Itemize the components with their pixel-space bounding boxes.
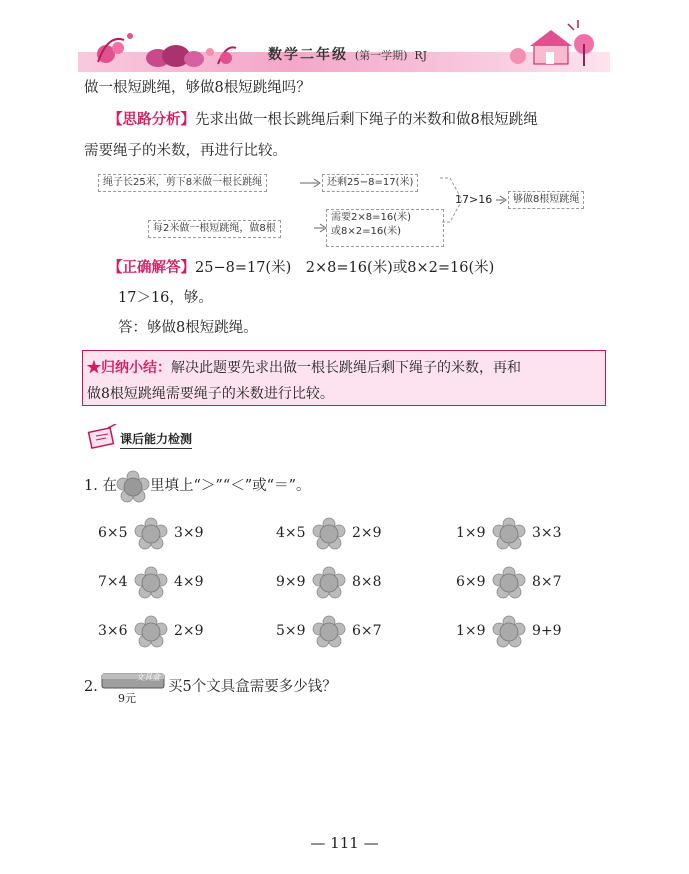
analysis-line1 (108, 110, 538, 130)
q1-instruction: 里填上“＞”“＜”或“＝”。 (150, 478, 311, 494)
compare-right: 8×7 (532, 574, 562, 590)
compare-right: 4×9 (174, 574, 204, 590)
summary-line1 (87, 357, 521, 377)
flower-answer-icon (116, 470, 150, 504)
compare-left: 7×4 (98, 574, 128, 590)
answer-flower-blank[interactable] (312, 615, 346, 649)
answer-calc: 25−8=17(米) 2×8=16(米)或8×2=16(米) (195, 260, 495, 276)
summary-text1: 解决此题要先求出做一根长跳绳后剩下绳子的米数，再和 (171, 360, 521, 376)
compare-right: 6×7 (352, 623, 382, 639)
page-header (78, 14, 610, 76)
compare-left: 6×5 (98, 525, 128, 541)
compare-left: 1×9 (456, 623, 486, 639)
book-title: 数学二年级 (268, 47, 348, 63)
compare-right: 3×3 (532, 525, 562, 541)
answer-flower-blank[interactable] (492, 517, 526, 551)
answer-label: 【正确解答】 (108, 259, 195, 276)
pencil-case-label: 文具盒 (136, 673, 160, 682)
answer-flower-blank[interactable] (492, 615, 526, 649)
flow-compare: 17>16 (455, 193, 493, 206)
page-number: — 111 — (310, 834, 379, 852)
summary-box (82, 350, 606, 406)
compare-right: 9+9 (532, 623, 562, 639)
flow-need-line2: 或8×2=16(米) (331, 226, 402, 237)
book-edition: RJ (414, 49, 428, 62)
compare-right: 3×9 (174, 525, 204, 541)
flow-result: 够做8根短跳绳 (508, 191, 584, 209)
compare-left: 5×9 (276, 623, 306, 639)
answer-line3: 答：够做8根短跳绳。 (118, 320, 258, 336)
answer-line1 (108, 258, 494, 278)
analysis-label: 【思路分析】 (108, 111, 195, 128)
q1-prefix: 1. 在 (84, 478, 117, 494)
answer-flower-blank[interactable] (312, 517, 346, 551)
answer-flower-blank[interactable] (492, 566, 526, 600)
compare-left: 1×9 (456, 525, 486, 541)
section-title: 课后能力检测 (120, 430, 192, 449)
compare-left: 4×5 (276, 525, 306, 541)
analysis-line2: 需要绳子的米数，再进行比较。 (84, 143, 287, 159)
compare-left: 6×9 (456, 574, 486, 590)
summary-label: ★归纳小结： (87, 360, 171, 376)
compare-left: 9×9 (276, 574, 306, 590)
q2-number: 2. (84, 679, 98, 695)
flow-box-remain: 还剩25−8=17(米) (322, 174, 418, 192)
problem-text: 做一根短跳绳，够做8根短跳绳吗？ (84, 80, 311, 96)
summary-line2: 做8根短跳绳需要绳子的米数进行比较。 (87, 386, 334, 402)
book-semester: (第一学期) (354, 49, 408, 62)
answer-flower-blank[interactable] (134, 517, 168, 551)
answer-flower-blank[interactable] (134, 566, 168, 600)
compare-right: 2×9 (174, 623, 204, 639)
analysis-text1: 先求出做一根长跳绳后剩下绳子的米数和做8根短跳绳 (195, 112, 538, 128)
compare-right: 2×9 (352, 525, 382, 541)
header-title (268, 44, 427, 64)
answer-flower-blank[interactable] (134, 615, 168, 649)
flow-arrows (290, 170, 620, 250)
flow-need-line1: 需要2×8=16(米) (331, 212, 412, 223)
pencil-case-price: 9元 (118, 692, 136, 705)
flow-box-rope: 绳子长25米，剪下8米做一根长跳绳 (98, 174, 267, 192)
compare-left: 3×6 (98, 623, 128, 639)
answer-flower-blank[interactable] (312, 566, 346, 600)
notebook-icon (86, 424, 122, 450)
compare-right: 8×8 (352, 574, 382, 590)
flow-box-short: 每2米做一根短跳绳，做8根 (148, 220, 281, 238)
answer-line2: 17＞16，够。 (118, 290, 213, 306)
q2-text: 买5个文具盒需要多少钱？ (168, 679, 337, 695)
